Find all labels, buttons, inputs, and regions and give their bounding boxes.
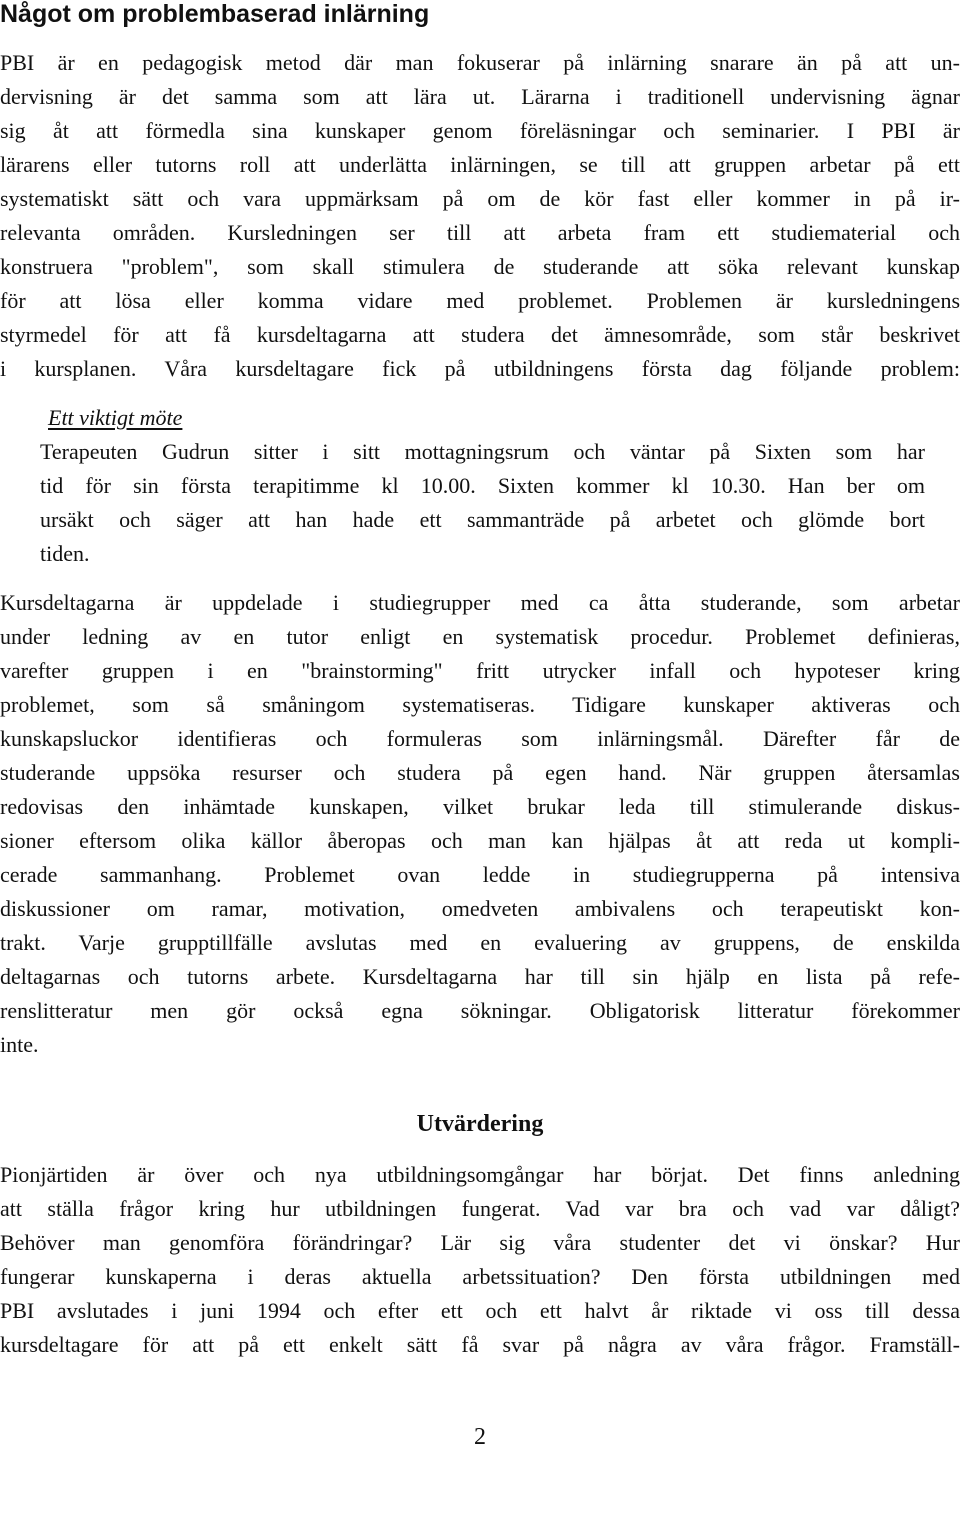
paragraph-line: Pionjärtiden är över och nya utbildningsomgångar har börjat. Det finns anledning: [0, 1162, 960, 1187]
paragraph-line: sig åt att förmedla sina kunskaper genom föreläsningar och seminarier. I PBI är: [0, 118, 960, 143]
evaluation-paragraph: [0, 1158, 960, 1362]
problem-title: Ett viktigt möte: [48, 405, 183, 430]
paragraph-line: renslitteratur men gör också egna sökningar. Obligatorisk litteratur förekommer: [0, 998, 960, 1023]
method-paragraph: [0, 586, 960, 1062]
problem-line: tiden.: [40, 541, 90, 566]
paragraph-line: deltagarnas och tutorns arbete. Kursdeltagarna har till sin hjälp en lista på refe-: [0, 964, 960, 989]
paragraph-line: dervisning är det samma som att lära ut. Lärarna i traditionell undervisning ägnar: [0, 84, 960, 109]
paragraph-line: kursdeltagare för att på ett enkelt sätt få svar på några av våra frågor. Framställ-: [0, 1332, 960, 1357]
paragraph-line: cerade sammanhang. Problemet ovan ledde in studiegrupperna på intensiva: [0, 862, 960, 887]
paragraph-line: under ledning av en tutor enligt en systematisk procedur. Problemet definieras,: [0, 624, 960, 649]
paragraph-line: studerande uppsöka resurser och studera på egen hand. När gruppen återsamlas: [0, 760, 960, 785]
problem-line: tid för sin första terapitimme kl 10.00. Sixten kommer kl 10.30. Han ber om: [40, 473, 925, 498]
paragraph-line: PBI avslutades i juni 1994 och efter ett och ett halvt år riktade vi oss till dessa: [0, 1298, 960, 1323]
paragraph-line: PBI är en pedagogisk metod där man fokuserar på inlärning snarare än på att un-: [0, 50, 960, 75]
paragraph-line: varefter gruppen i en "brainstorming" fritt utrycker infall och hypoteser kring: [0, 658, 960, 683]
paragraph-line: sioner eftersom olika källor åberopas och man kan hjälpas åt att reda ut kompli-: [0, 828, 960, 853]
problem-case-block: [40, 401, 925, 571]
section-title: Utvärdering: [416, 1111, 544, 1137]
problem-line: ursäkt och säger att han hade ett sammanträde på arbetet och glömde bort: [40, 507, 925, 532]
paragraph-line: kunskapsluckor identifieras och formuleras som inlärningsmål. Därefter får de: [0, 726, 960, 751]
page-number: 2: [474, 1424, 486, 1450]
paragraph-line: problemet, som så småningom systematiseras. Tidigare kunskaper aktiveras och: [0, 692, 960, 717]
paragraph-line: diskussioner om ramar, motivation, omedveten ambivalens och terapeutiskt kon-: [0, 896, 960, 921]
paragraph-line: lärarens eller tutorns roll att underlätta inlärningen, se till att gruppen arbetar på ett: [0, 152, 960, 177]
paragraph-line: Kursdeltagarna är uppdelade i studiegrupper med ca åtta studerande, som arbetar: [0, 590, 960, 615]
paragraph-line: systematiskt sätt och vara uppmärksam på om de kör fast eller kommer in på ir-: [0, 186, 960, 211]
paragraph-line: konstruera "problem", som skall stimulera de studerande att söka relevant kunskap: [0, 254, 960, 279]
paragraph-line: fungerar kunskaperna i deras aktuella arbetssituation? Den första utbildningen med: [0, 1264, 960, 1289]
paragraph-line: trakt. Varje grupptillfälle avslutas med en evaluering av gruppens, de enskilda: [0, 930, 960, 955]
paragraph-line: styrmedel för att få kursdeltagarna att studera det ämnesområde, som står beskrivet: [0, 322, 960, 347]
problem-line: Terapeuten Gudrun sitter i sitt mottagningsrum och väntar på Sixten som har: [40, 439, 925, 464]
page-heading: Något om problembaserad inlärning: [0, 0, 430, 28]
intro-paragraph: [0, 46, 960, 386]
paragraph-line: redovisas den inhämtade kunskapen, vilket brukar leda till stimulerande diskus-: [0, 794, 960, 819]
paragraph-line: att ställa frågor kring hur utbildningen fungerat. Vad var bra och vad var dåligt?: [0, 1196, 960, 1221]
paragraph-line: i kursplanen. Våra kursdeltagare fick på utbildningens första dag följande problem:: [0, 356, 960, 381]
paragraph-line: för att lösa eller komma vidare med problemet. Problemen är kursledningens: [0, 288, 960, 313]
paragraph-line: inte.: [0, 1032, 39, 1057]
paragraph-line: Behöver man genomföra förändringar? Lär sig våra studenter det vi önskar? Hur: [0, 1230, 960, 1255]
paragraph-line: relevanta områden. Kursledningen ser till att arbeta fram ett studiematerial och: [0, 220, 960, 245]
